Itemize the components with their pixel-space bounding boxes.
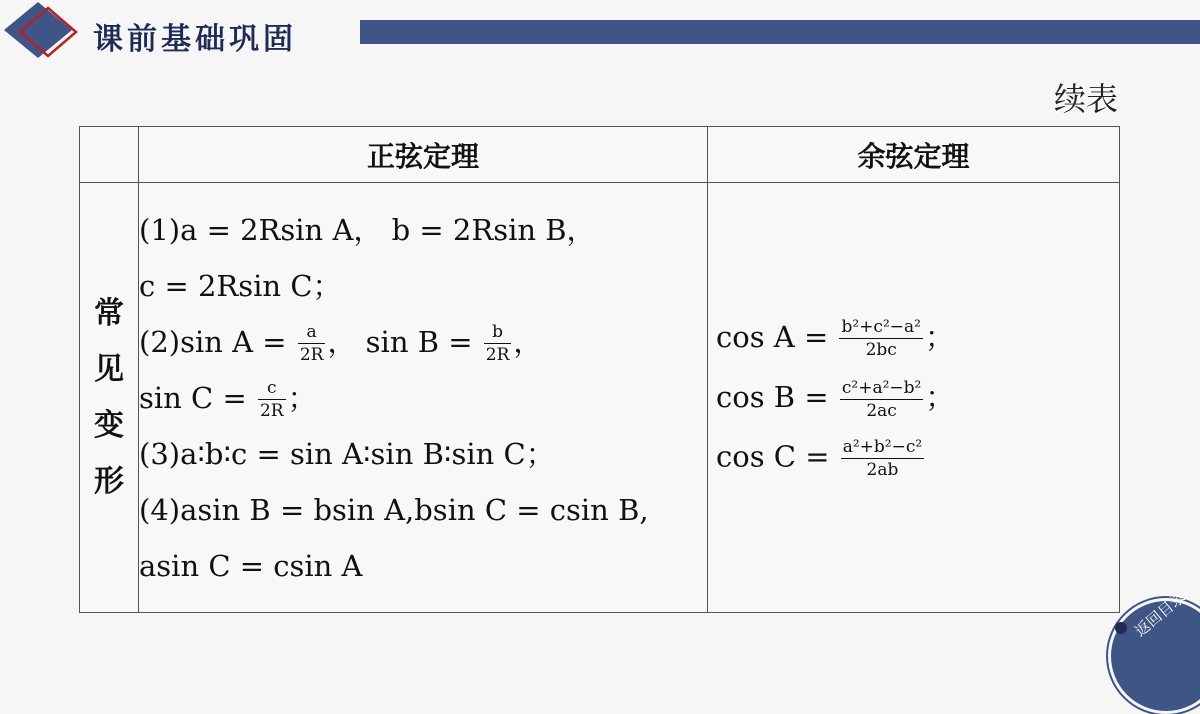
header (0, 0, 1200, 70)
formula-line (139, 314, 707, 370)
formula-text: cos C = (716, 439, 839, 473)
fraction (484, 321, 512, 366)
formula-line: asin C = csin A (139, 548, 363, 583)
numerator: c (258, 377, 286, 400)
formula-text: ； (287, 380, 317, 415)
row-label-char: 形 (94, 463, 124, 499)
denominator: 2ac (866, 400, 897, 421)
cosine-law-cell (708, 183, 1120, 613)
row-label (80, 183, 139, 613)
denominator: 2bc (865, 340, 897, 360)
header-cosine-law: 余弦定理 (708, 127, 1120, 183)
numerator: c²+a²−b² (841, 377, 922, 398)
row-label-char: 变 (94, 407, 124, 443)
continued-label: 续表 (1053, 80, 1118, 118)
numerator: a²+b²−c² (842, 436, 923, 457)
fraction (839, 316, 922, 361)
formula-text: ， sin B = (327, 324, 482, 359)
header-bar (360, 20, 1200, 44)
denominator: 2R (485, 345, 510, 365)
formula-line: (3)a∶b∶c = sin A∶sin B∶sin C； (139, 436, 555, 471)
formula-text: (2)sin A = (139, 324, 296, 359)
page-title: 课前基础巩固 (93, 22, 297, 57)
fraction (840, 377, 923, 422)
back-to-contents-label[interactable]: 返回目录 (1131, 587, 1189, 641)
nav-dot-icon (1115, 622, 1127, 634)
corner-cell (80, 127, 139, 183)
fraction (258, 377, 286, 422)
theorem-table (79, 126, 1120, 613)
formula-line (139, 370, 707, 426)
diamond-logo-icon (0, 0, 90, 70)
formula-line (716, 436, 1119, 481)
table-row (80, 183, 1120, 613)
denominator: 2R (299, 345, 324, 365)
formula-line: c = 2Rsin C； (139, 268, 342, 303)
table-header-row (80, 127, 1120, 183)
row-label-char: 见 (94, 351, 124, 387)
fraction (298, 321, 326, 366)
numerator: b²+c²−a² (841, 317, 921, 337)
formula-text: ； (925, 380, 955, 414)
formula-line (716, 315, 1119, 362)
formula-text: cos A = (716, 319, 838, 354)
denominator: 2ab (866, 459, 899, 480)
formula-text: cos B = (716, 380, 838, 414)
formula-line: (1)a = 2Rsin A， b = 2Rsin B， (139, 212, 596, 247)
row-label-char: 常 (94, 295, 124, 331)
formula-text: ； (924, 319, 954, 354)
formula-text: ， (513, 324, 543, 359)
formula-text: sin C = (139, 380, 256, 415)
header-sine-law: 正弦定理 (139, 127, 708, 183)
numerator: a (298, 321, 326, 344)
formula-line: (4)asin B = bsin A,bsin C = csin B, (139, 492, 649, 527)
denominator: 2R (259, 401, 284, 421)
formula-line (716, 375, 1119, 422)
fraction (841, 436, 924, 481)
numerator: b (484, 321, 512, 344)
sine-law-cell (139, 183, 708, 613)
